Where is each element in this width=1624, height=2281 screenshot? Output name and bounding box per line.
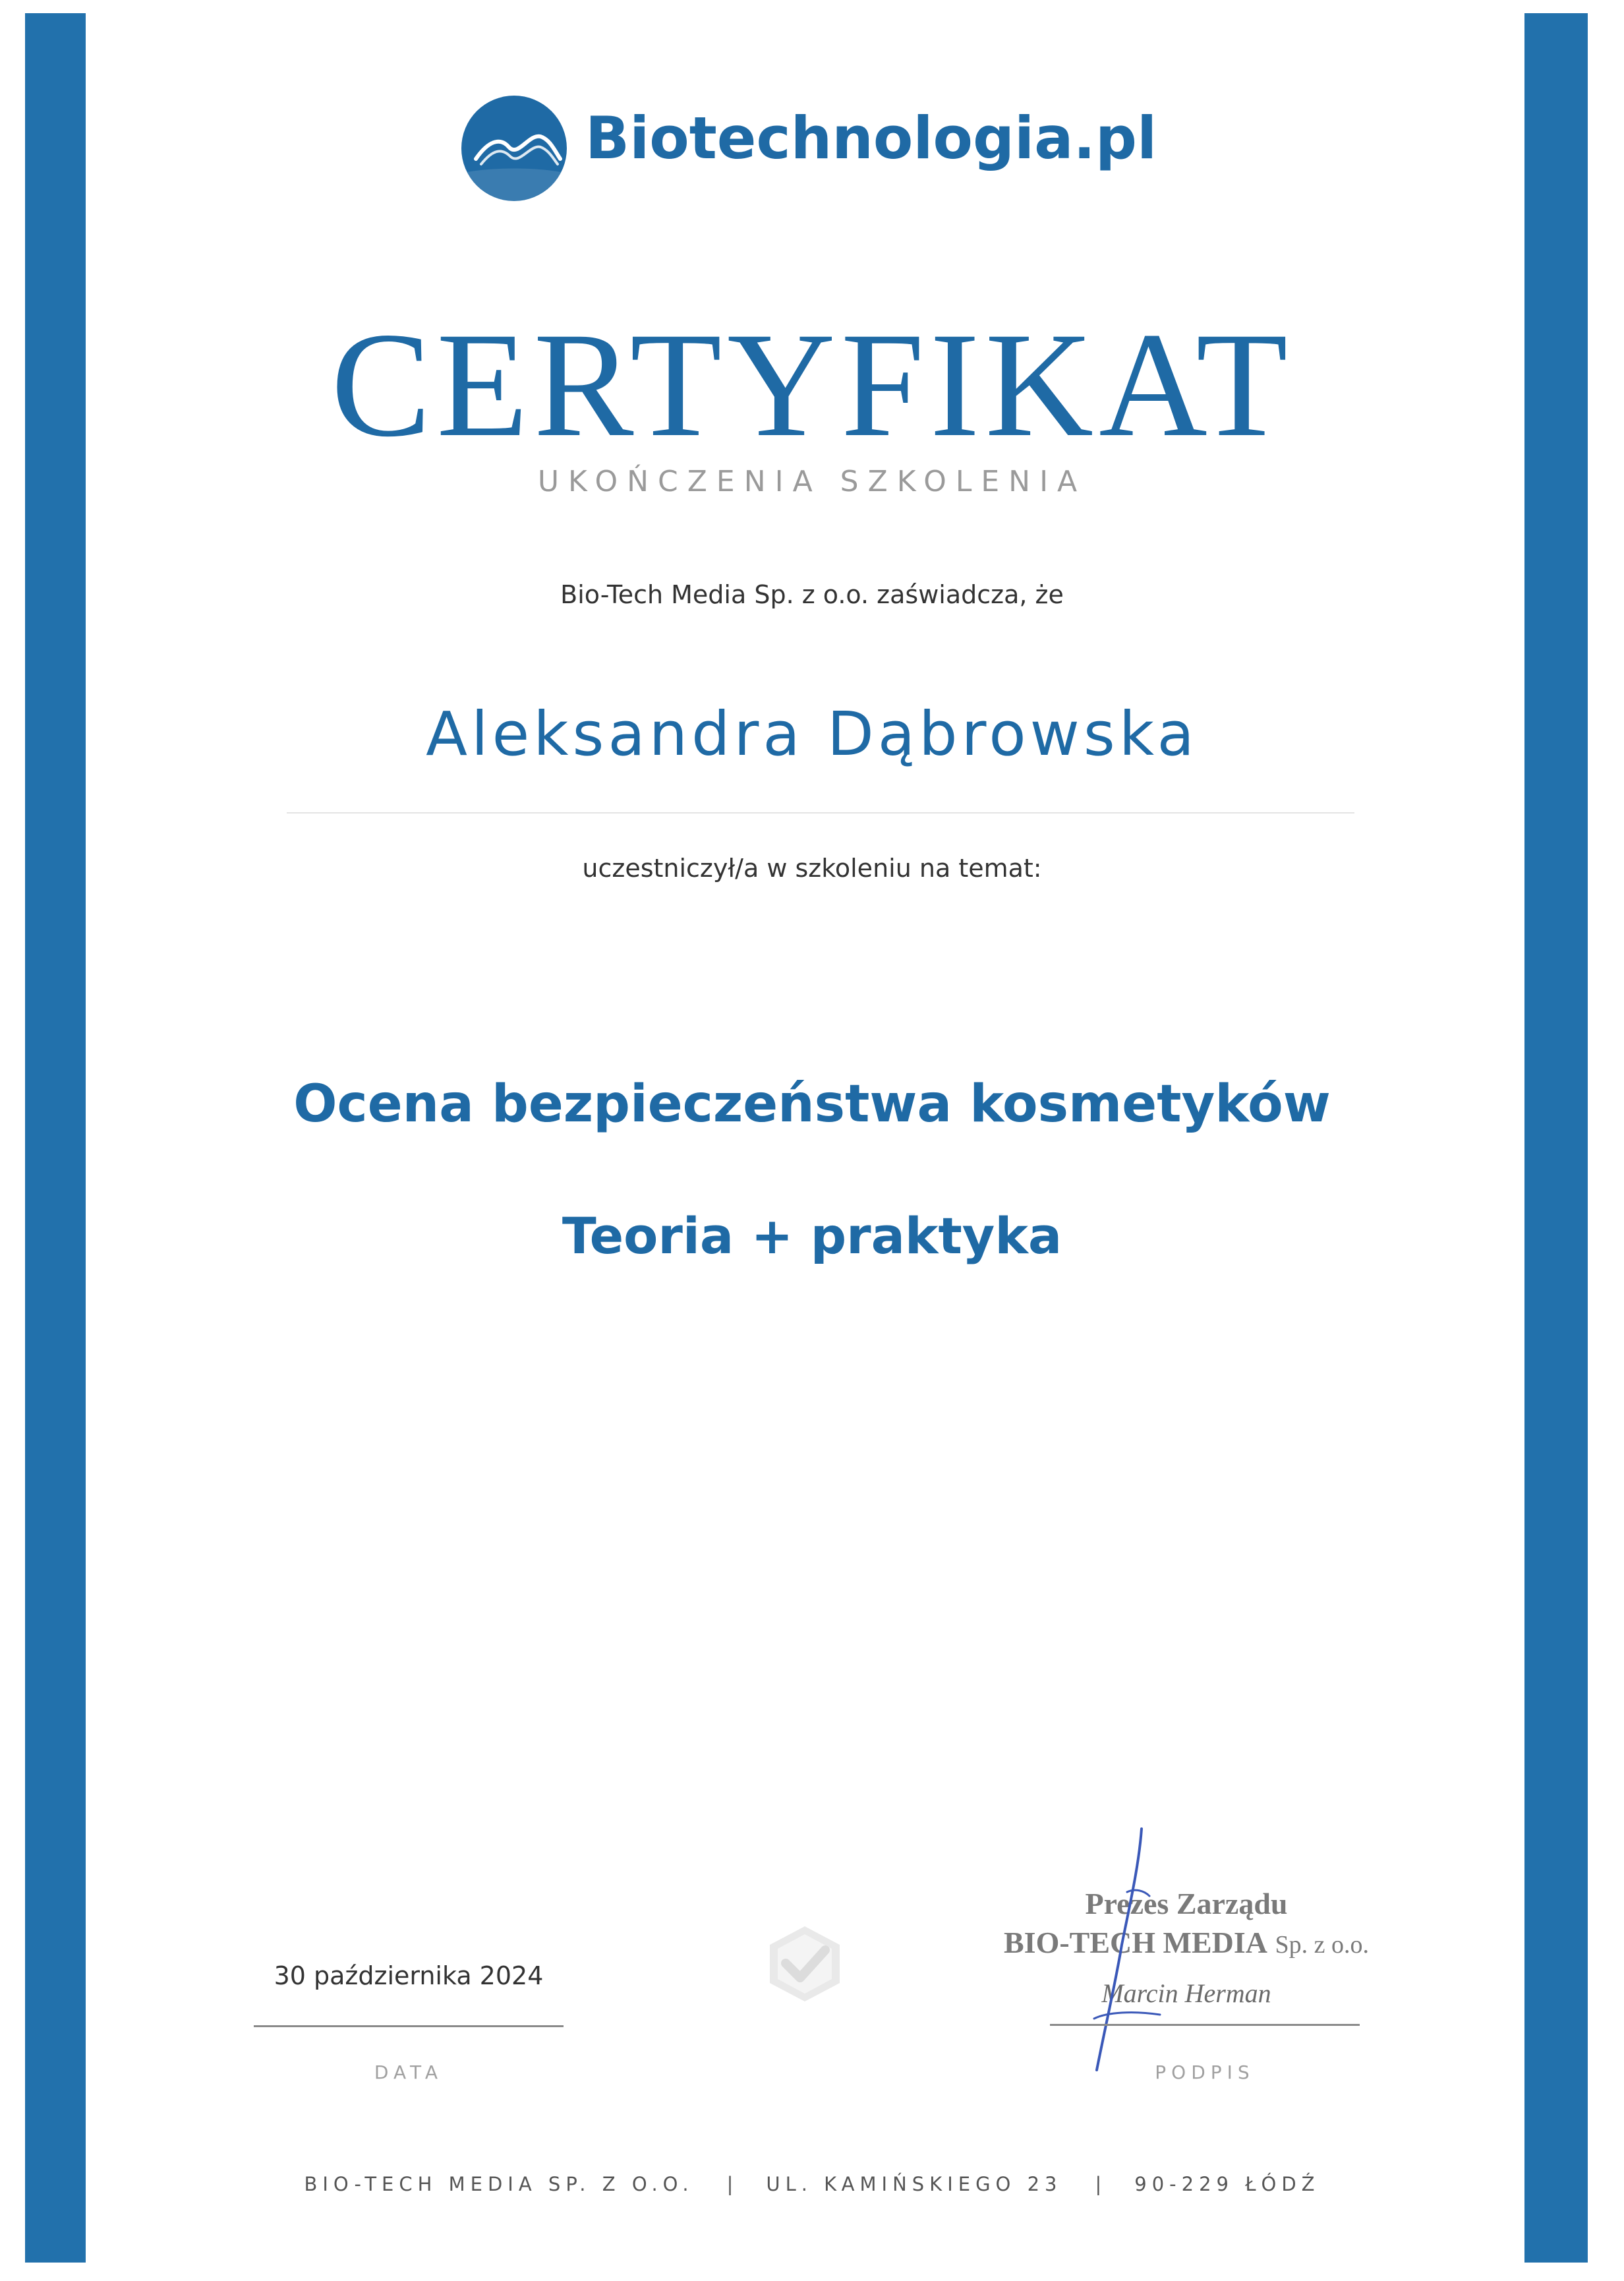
name-underline: [287, 812, 1354, 814]
intro-text: Bio-Tech Media Sp. z o.o. zaświadcza, że: [560, 580, 1064, 609]
course-subtitle: Teoria + praktyka: [562, 1206, 1062, 1265]
participation-text: uczestniczył/a w szkoleniu na temat:: [582, 854, 1042, 883]
stamp-title: Prezes Zarządu: [1085, 1887, 1288, 1920]
footer-separator: |: [1095, 2173, 1102, 2195]
date-value: 30 października 2024: [274, 1961, 544, 1990]
brand-name: Biotechnologia.pl: [585, 104, 1157, 172]
stamp-company: [1002, 1924, 1371, 1961]
signature-label: PODPIS: [1155, 2061, 1255, 2083]
company-stamp: [1002, 1885, 1371, 2009]
checkmark-shield-icon: [765, 1924, 845, 2004]
footer-city: 90-229 ŁÓDŹ: [1134, 2173, 1320, 2195]
wave-mountain-logo-icon: [461, 96, 567, 201]
signature-line: [1050, 2024, 1360, 2026]
certificate-title: CERTYFIKAT: [331, 302, 1293, 468]
course-title: Ocena bezpieczeństwa kosmetyków: [293, 1075, 1331, 1134]
recipient-name: Aleksandra Dąbrowska: [426, 699, 1198, 769]
date-label: DATA: [374, 2061, 444, 2083]
footer-street: UL. KAMIŃSKIEGO 23: [766, 2173, 1062, 2195]
footer-company: BIO-TECH MEDIA SP. Z O.O.: [304, 2173, 694, 2195]
brand-logo: [461, 92, 1186, 204]
certificate-subtitle: UKOŃCZENIA SZKOLENIA: [537, 465, 1087, 498]
handwritten-signature: [1081, 1826, 1167, 2077]
stamp-person-name: Marcin Herman: [1101, 1978, 1271, 2009]
footer-separator: |: [726, 2173, 734, 2195]
date-line: [254, 2025, 564, 2027]
stamp-company-suffix: Sp. z o.o.: [1275, 1931, 1369, 1959]
stamp-company-name: BIO-TECH MEDIA: [1004, 1926, 1267, 1960]
footer-address: [0, 2173, 1624, 2195]
